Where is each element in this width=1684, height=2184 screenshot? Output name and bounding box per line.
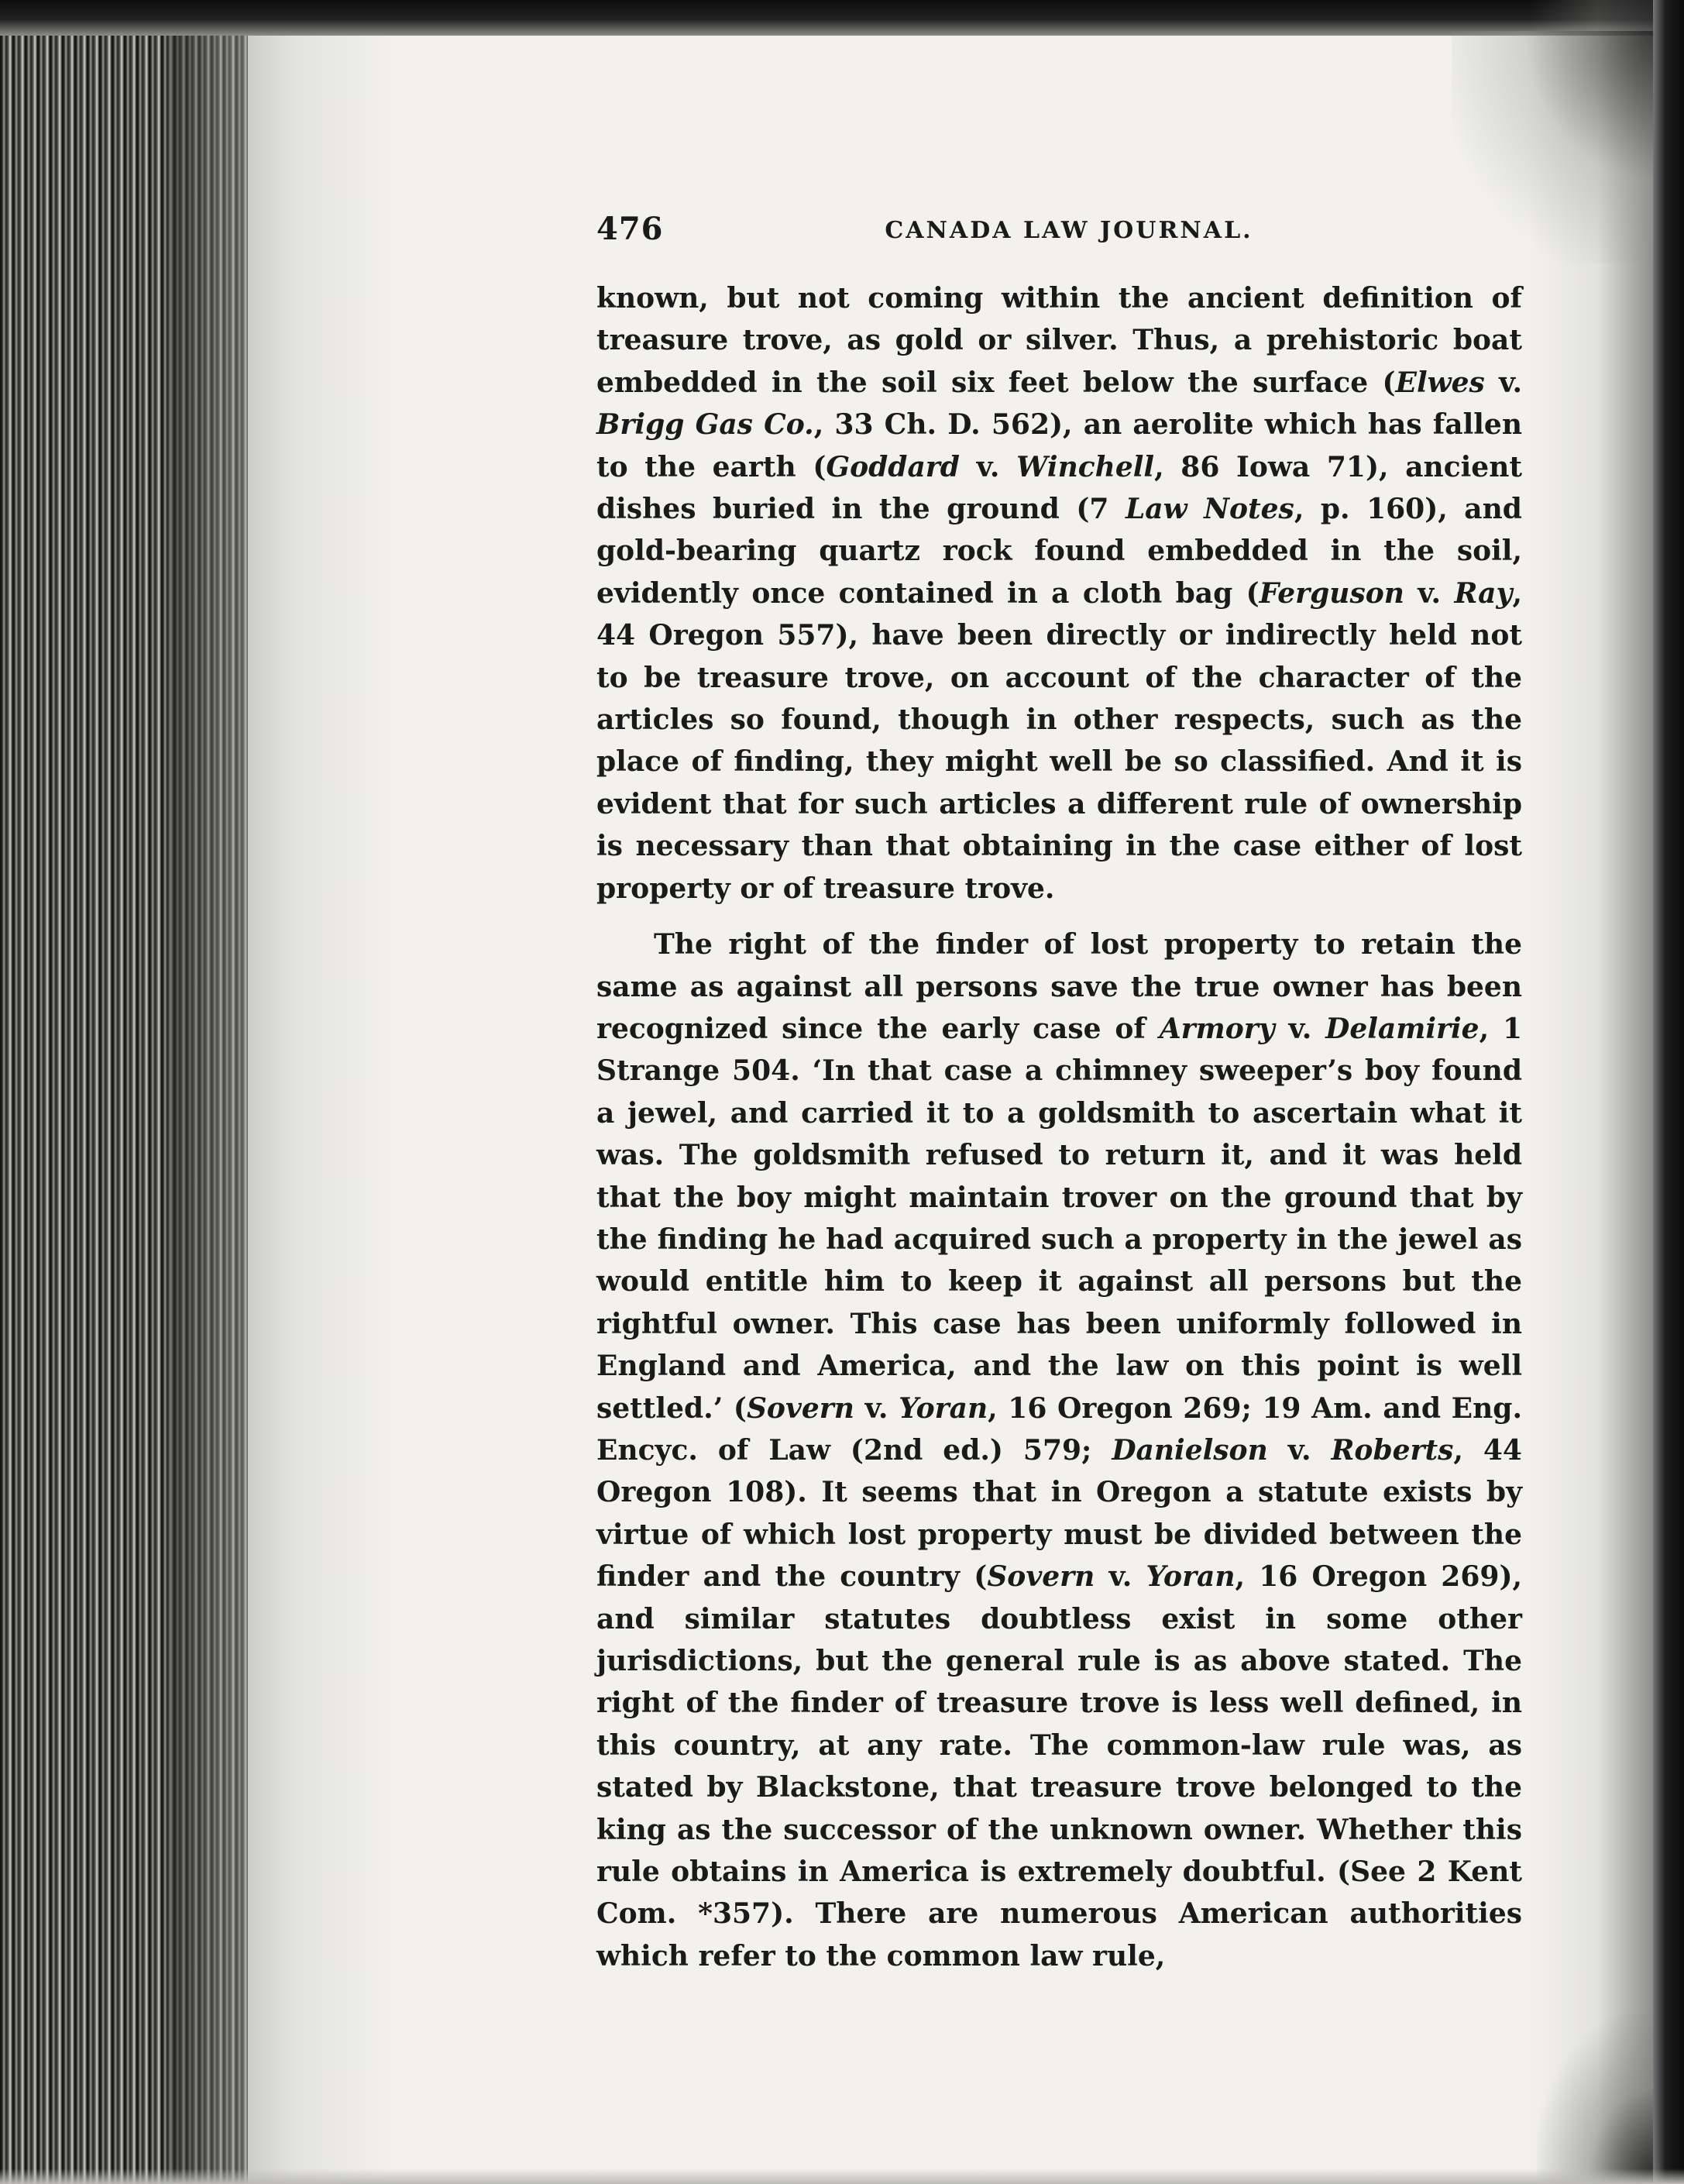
page-header [596, 211, 1541, 257]
text-run: , 44 Oregon 557), have been directly or indirectly held not to be treasure trove, on account of the character of the articles so found, though in other respects, such as the place of finding, they might well be so classified. And it is evident that for such articles a different rule of ownership is necessary than that obtaining in the case either of lost property or of treasure trove. [596, 576, 1522, 905]
text-run: , 33 Ch. D. 562), an aerolite which has fallen to the earth ( [596, 408, 1522, 483]
text-run: , 86 Iowa 71), ancient dishes buried in the ground (7 [596, 450, 1522, 526]
case-name: Ray [1454, 576, 1513, 610]
article-body [596, 277, 1522, 1977]
page-right-shadow [1529, 0, 1653, 2184]
scan-top-edge [0, 0, 1684, 36]
paragraph-1 [596, 277, 1522, 910]
page-number: 476 [596, 211, 664, 247]
text-run: v. [1404, 576, 1455, 610]
text-run: v. [854, 1391, 899, 1425]
case-name: Sovern [987, 1560, 1095, 1594]
text-run: v. [959, 450, 1017, 483]
case-name: Goddard [826, 450, 960, 483]
text-run: , 44 Oregon 108). It seems that in Oregon a statute exists by virtue of which lost property must be divided between the finder and the country ( [596, 1433, 1522, 1594]
text-run: , 16 Oregon 269; 19 Am. and Eng. Encyc. of Law (2nd ed.) 579; [596, 1391, 1522, 1467]
case-name: Armory [1159, 1012, 1275, 1045]
reference-title: Law Notes [1125, 493, 1294, 526]
text-run: known, but not coming within the ancient definition of treasure trove, as gold or silver. Thus, a prehistoric boat embedded in the soil six feet below the surface ( [596, 282, 1522, 399]
text-run: , p. 160), and gold-bearing quartz rock found embedded in the soil, evidently once contained in a cloth bag ( [596, 493, 1522, 610]
gutter-shadow [170, 0, 395, 2184]
text-run: , 16 Oregon 269), and similar statutes doubtless exist in some other jurisdictions, but the general rule is as above stated. The right of the finder of treasure trove is less well defined, in this country, at any rate. The common-law rule was, as stated by Blackstone, that treasure trove belonged to the king as the successor of the unknown owner. Whether this rule obtains in America is extremely doubtful. (See 2 Kent Com. *357). There are numerous American authorities which refer to the common law rule, [596, 1560, 1523, 1972]
text-run: v. [1267, 1433, 1332, 1467]
text-run: , 1 Strange 504. ‘In that case a chimney sweeper’s boy found a jewel, and carried it to a goldsmith to ascertain what it was. The goldsmith refused to return it, and it was held that the boy might maintain trover on the ground that by the finding he had acquired such a property in the jewel as would entitle him to keep it against all persons but the rightful owner. This case has been uniformly followed in England and America, and the law on this point is well settled.’ ( [596, 1012, 1522, 1425]
text-run: The right of the finder of lost property to retain the same as against all persons save the true owner has been recognized since the early case of [596, 928, 1522, 1045]
case-name: Delamirie [1325, 1012, 1480, 1045]
running-head: CANADA LAW JOURNAL. [885, 217, 1253, 244]
scan-right-edge [1653, 0, 1684, 2184]
scan-bottom-edge [0, 2169, 1684, 2184]
case-name: Brigg Gas Co. [596, 408, 814, 442]
case-name: Danielson [1112, 1433, 1268, 1467]
paragraph-2 [596, 923, 1522, 1977]
case-name: Ferguson [1259, 576, 1404, 610]
case-name: Roberts [1331, 1433, 1454, 1467]
case-name: Yoran [899, 1391, 988, 1425]
text-run: v. [1274, 1012, 1326, 1045]
text-run: v. [1095, 1560, 1146, 1594]
case-name: Elwes [1395, 366, 1485, 399]
case-name: Yoran [1146, 1560, 1236, 1594]
case-name: Winchell [1016, 450, 1155, 483]
text-run: v. [1484, 366, 1522, 399]
page-corner-bottom-right [1537, 2014, 1653, 2184]
case-name: Sovern [746, 1391, 854, 1425]
